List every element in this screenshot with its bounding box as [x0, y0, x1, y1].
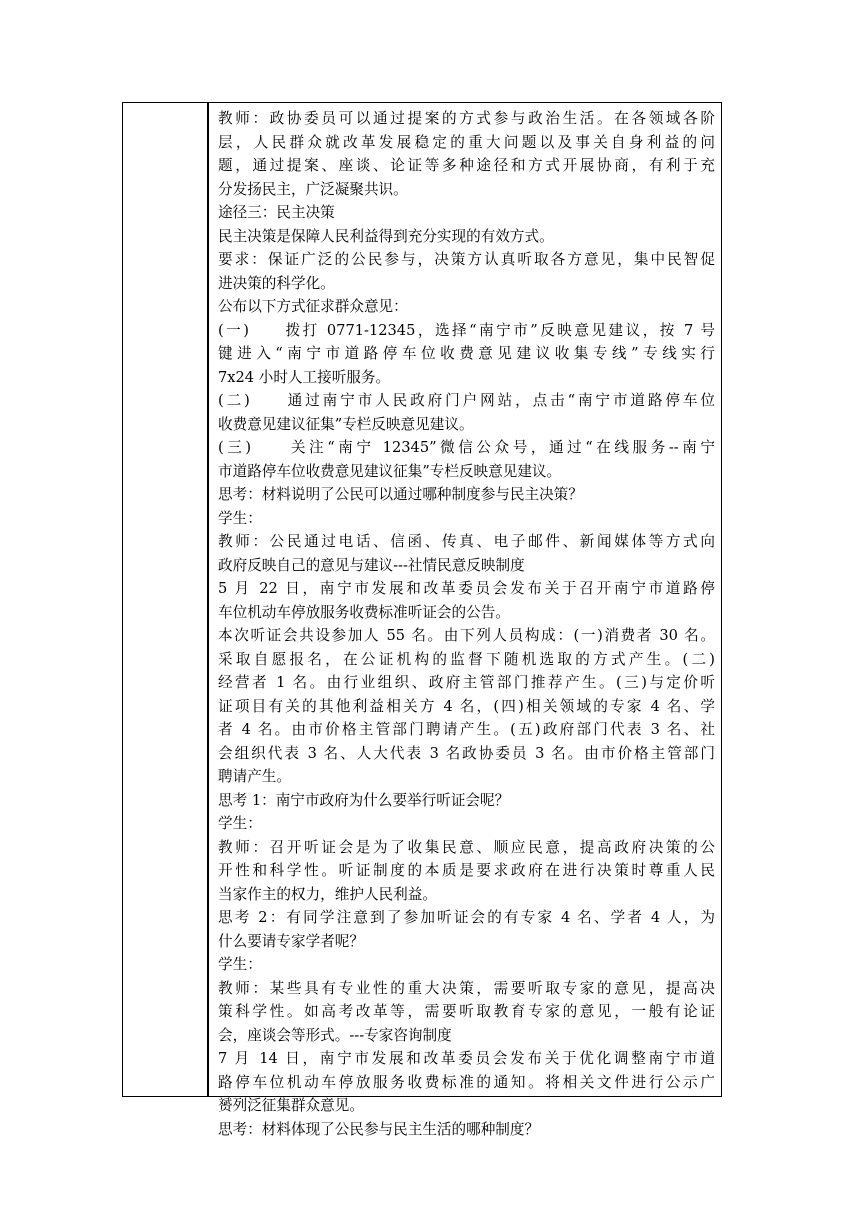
text-line: 7x24 小时人工接听服务。	[218, 368, 391, 386]
text-line: 教师：某些具有专业性的重大决策，需要听取专家的意见，提高决	[218, 979, 715, 997]
lesson-table	[122, 102, 722, 1138]
text-line: 当家作主的权力，维护人民利益。	[218, 885, 437, 903]
column-divider	[205, 103, 208, 1096]
text-line: 市道路停车位收费意见建议征集”专栏反映意见建议。	[218, 462, 562, 480]
text-line: 分发扬民主，广泛凝聚共识。	[218, 180, 408, 198]
text-line: 策科学性。如高考改革等，需要听取教育专家的意见，一般有论证	[218, 1003, 715, 1020]
text-line: 5 月 22 日，南宁市发展和改革委员会发布关于召开南宁市道路停	[218, 580, 715, 597]
text-line: (一) 拨打 0771-12345，选择“南宁市”反映意见建议，按 7 号	[218, 321, 715, 339]
text-line: 收费意见建议征集”专栏反映意见建议。	[218, 415, 474, 433]
content-cell	[209, 103, 721, 1138]
text-line: 要求：保证广泛的公民参与，决策方认真听取各方意见，集中民智促	[218, 251, 715, 268]
text-line: 7 月 14 日，南宁市发展和改革委员会发布关于优化调整南宁市道	[218, 1050, 715, 1067]
text-line: 思考：材料体现了公民参与民主生活的哪种制度？	[218, 1120, 540, 1138]
text-line: 思考：材料说明了公民可以通过哪种制度参与民主决策？	[218, 486, 583, 503]
text-line: 民主决策是保障人民利益得到充分实现的有效方式。	[218, 227, 554, 245]
text-line: 本次听证会共设参加人 55 名。由下列人员构成：(一)消费者 30 名。	[218, 627, 715, 644]
text-line: (三) 关注“南宁 12345”微信公众号，通过“在线服务--南宁	[218, 439, 715, 456]
left-column	[123, 103, 209, 1096]
text-line: 途径三：民主决策	[218, 204, 335, 221]
text-line: 进决策的科学化。	[218, 274, 335, 292]
text-line: 教师：政协委员可以通过提案的方式参与政治生活。在各领域各阶	[218, 110, 715, 127]
text-line: 学生：	[218, 815, 262, 832]
text-line: 路停车位机动车停放服务收费标准的通知。将相关文件进行公示广	[218, 1073, 715, 1091]
text-line: 政府反映自己的意见与建议---社情民意反映制度	[218, 556, 525, 574]
text-line: 教师：公民通过电话、信函、传真、电子邮件、新闻媒体等方式向	[218, 533, 715, 550]
text-line: 公布以下方式征求群众意见：	[218, 298, 408, 315]
text-line: 思考 2：有同学注意到了参加听证会的有专家 4 名、学者 4 人，为	[218, 909, 715, 926]
text-line: 层，人民群众就改革发展稳定的重大问题以及事关自身利益的问	[218, 133, 715, 151]
text-line: 教师：召开听证会是为了收集民意、顺应民意，提高政府决策的公	[218, 838, 715, 856]
text-line: 会，座谈会等形式。---专家咨询制度	[218, 1026, 452, 1044]
text-line: 聘请产生。	[218, 768, 291, 785]
text-line: (二) 通过南宁市人民政府门户网站，点击“南宁市道路停车位	[218, 392, 715, 409]
text-line: 键进入“南宁市道路停车位收费意见建议收集专线”专线实行	[218, 345, 715, 362]
text-line: 题，通过提案、座谈、论证等多种途径和方式开展协商，有利于充	[218, 157, 715, 174]
text-line: 采取自愿报名，在公证机构的监督下随机选取的方式产生。(二)	[218, 650, 715, 668]
text-line: 思考 1：南宁市政府为什么要举行听证会呢？	[218, 791, 510, 809]
text-line: 开性和科学性。听证制度的本质是要求政府在进行决策时尊重人民	[218, 862, 715, 879]
text-line: 什么要请专家学者呢？	[218, 932, 364, 950]
text-line: 赟列泛征集群众意见。	[218, 1097, 364, 1114]
text-line: 车位机动车停放服务收费标准听证会的公告。	[218, 603, 510, 621]
text-line: 证项目有关的其他利益相关方 4 名，(四)相关领域的专家 4 名、学	[218, 697, 715, 715]
text-line: 学生：	[218, 956, 262, 973]
text-line: 者 4 名。由市价格主管部门聘请产生。(五)政府部门代表 3 名、社	[218, 721, 715, 738]
text-line: 学生：	[218, 509, 262, 527]
text-line: 经营者 1 名。由行业组织、政府主管部门推荐产生。(三)与定价听	[218, 674, 715, 691]
text-line: 会组织代表 3 名、人大代表 3 名政协委员 3 名。由市价格主管部门	[218, 744, 715, 762]
